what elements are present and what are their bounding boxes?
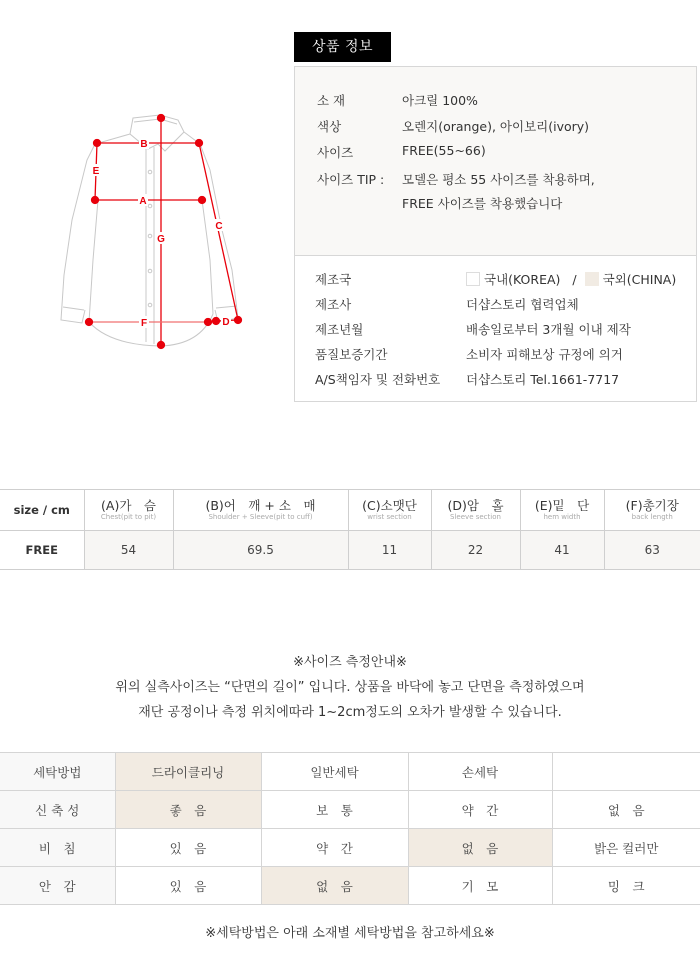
- china-checkbox: [585, 272, 599, 286]
- header-size: size / cm: [0, 490, 84, 531]
- info-value: 아크릴 100%: [402, 93, 478, 108]
- info-row-manufacturer: [315, 295, 690, 315]
- wash-footer-note: ※세탁방법은 아래 소재별 세탁방법을 참고하세요※: [205, 926, 495, 941]
- info-row-warranty: [315, 345, 690, 365]
- info-label: 소 재: [317, 93, 346, 108]
- wash-cell: 기 모: [408, 867, 552, 905]
- label-d: D: [222, 317, 230, 328]
- row-label: 신 축 성: [0, 791, 115, 829]
- header-armhole: (D)암 홀 Sleeve section: [431, 490, 520, 531]
- label-a: A: [139, 196, 147, 207]
- info-row-manufacture-date: [315, 320, 690, 340]
- info-label: 제조사: [315, 297, 352, 312]
- wash-row-stretch: [0, 791, 700, 829]
- header-chest: (A)가 슴 Chest(pit to pit): [84, 490, 173, 531]
- value-hem: 41: [520, 531, 604, 570]
- info-value: [466, 270, 676, 288]
- china-label: 국외(CHINA): [602, 272, 677, 287]
- info-value: 더샵스토리 협력업체: [466, 297, 579, 312]
- header-wrist: (C)소맷단 wrist section: [348, 490, 431, 531]
- info-label: A/S책임자 및 전화번호: [315, 372, 441, 387]
- info-row-as-contact: [315, 370, 690, 390]
- header-length: (F)총기장 back length: [604, 490, 700, 531]
- wash-row-sheerness: [0, 829, 700, 867]
- info-value: 더샵스토리 Tel.1661-7717: [466, 372, 620, 387]
- info-value: 소비자 피해보상 규정에 의거: [466, 347, 623, 362]
- header-shoulder-sleeve: (B)어 깨 + 소 매 Shoulder + Sleeve(pit to cuff): [173, 490, 348, 531]
- size-notice: [0, 650, 700, 725]
- product-info-title: 상품 정보: [294, 32, 391, 62]
- info-row-origin: [315, 270, 690, 290]
- product-info-basic: [295, 67, 696, 256]
- label-b: B: [140, 139, 148, 150]
- wash-cell: 밍 크: [552, 867, 700, 905]
- wash-cell: 약 간: [261, 829, 408, 867]
- notice-title: ※사이즈 측정안내※: [293, 655, 407, 670]
- label-c: C: [215, 221, 223, 232]
- info-row-size-tip: [317, 170, 687, 190]
- info-value: FREE(55~66): [402, 143, 486, 158]
- wash-cell: 없 음: [552, 791, 700, 829]
- info-label: 색상: [317, 119, 342, 134]
- wash-row-method: [0, 753, 700, 791]
- wash-table: [0, 752, 700, 905]
- wash-cell: 밝은 컬러만: [552, 829, 700, 867]
- wash-cell: 있 음: [115, 829, 261, 867]
- notice-line-1: 위의 실측사이즈는 “단면의 길이” 입니다. 상품을 바닥에 놓고 단면을 측정하였으며: [115, 680, 585, 695]
- notice-line-2: 재단 공정이나 측정 위치에따라 1~2cm정도의 오차가 발생할 수 있습니다.: [138, 705, 562, 720]
- shirt-measurement-diagram: [50, 100, 270, 360]
- value-chest: 54: [84, 531, 173, 570]
- info-label: 품질보증기간: [315, 347, 388, 362]
- info-label: 사이즈: [317, 145, 354, 160]
- size-table-header: [0, 490, 700, 531]
- info-value: 오렌지(orange), 아이보리(ivory): [402, 119, 590, 134]
- wash-row-lining: [0, 867, 700, 905]
- label-f: F: [140, 318, 148, 329]
- info-value: 모델은 평소 55 사이즈를 착용하며,: [402, 172, 595, 187]
- value-armhole: 22: [431, 531, 520, 570]
- row-label: 세탁방법: [0, 753, 115, 791]
- row-label: 비 침: [0, 829, 115, 867]
- wash-cell: 있 음: [115, 867, 261, 905]
- wash-cell: 좋 음: [115, 791, 261, 829]
- info-label: 제조국: [315, 272, 352, 287]
- value-shoulder-sleeve: 69.5: [173, 531, 348, 570]
- info-value: 배송일로부터 3개월 이내 제작: [466, 322, 631, 337]
- wash-cell: [552, 753, 700, 791]
- size-table: [0, 489, 700, 570]
- label-e: E: [92, 166, 100, 177]
- wash-cell: 보 통: [261, 791, 408, 829]
- wash-cell: 손세탁: [408, 753, 552, 791]
- wash-cell: 약 간: [408, 791, 552, 829]
- korea-checkbox: [466, 272, 480, 286]
- info-label: 제조년월: [315, 322, 364, 337]
- info-value: FREE 사이즈를 착용했습니다: [402, 196, 563, 211]
- wash-cell: 드라이클리닝: [115, 753, 261, 791]
- korea-label: 국내(KOREA): [484, 272, 561, 287]
- wash-cell: 없 음: [261, 867, 408, 905]
- wash-cell: 없 음: [408, 829, 552, 867]
- header-hem: (E)밑 단 hem width: [520, 490, 604, 531]
- info-row-size: [317, 143, 687, 163]
- row-label: 안 감: [0, 867, 115, 905]
- info-row-size-tip-2: [317, 194, 687, 214]
- info-label: 사이즈 TIP :: [317, 172, 385, 187]
- size-cell: FREE: [0, 531, 84, 570]
- value-length: 63: [604, 531, 700, 570]
- product-info-box: [294, 66, 697, 402]
- wash-cell: 일반세탁: [261, 753, 408, 791]
- table-row: [0, 531, 700, 570]
- info-row-color: [317, 117, 687, 137]
- value-wrist: 11: [348, 531, 431, 570]
- info-row-material: [317, 91, 687, 111]
- label-g: G: [157, 234, 165, 245]
- separator: /: [572, 272, 577, 287]
